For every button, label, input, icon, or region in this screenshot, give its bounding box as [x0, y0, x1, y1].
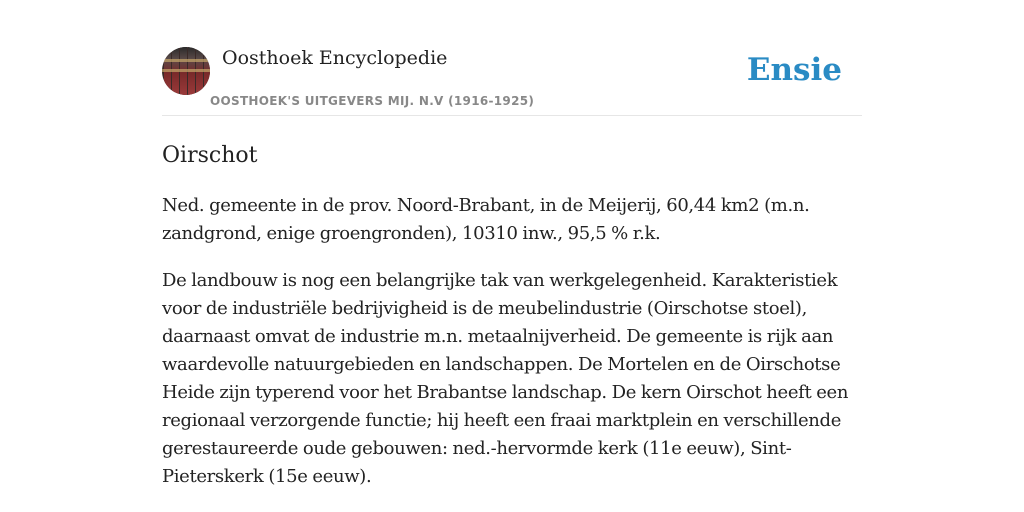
- article-title: Oirschot: [162, 143, 258, 168]
- ensie-logo[interactable]: Ensie: [746, 52, 842, 88]
- publisher-subtitle: OOSTHOEK'S UITGEVERS MIJ. N.V (1916-1925): [210, 94, 535, 108]
- publication-name[interactable]: Oosthoek Encyclopedie: [222, 47, 448, 69]
- article-paragraph-1: Ned. gemeente in de prov. Noord-Brabant, in de Meijerij, 60,44 km2 (m.n. zandgrond, enige groengronden), 10310 inw., 95,5 % r.k.: [162, 195, 810, 244]
- article-card: [162, 46, 862, 491]
- encyclopedia-avatar[interactable]: [162, 47, 210, 95]
- article-paragraph-2: De landbouw is nog een belangrijke tak van werkgelegenheid. Karakteristiek voor de industriële bedrijvigheid is de meubelindustrie (Oirschotse stoel), daarnaast omvat de industrie m.n. metaalnijverheid. De gemeente is rijk aan waardevolle natuurgebieden en landschappen. De Mortelen en de Oirschotse Heide zijn typerend voor het Brabantse landschap. De kern Oirschot heeft een regionaal verzorgende functie; hij heeft een fraai marktplein en verschillende gerestaureerde oude gebouwen: ned.-hervormde kerk (11e eeuw), Sint-Pieterskerk (15e eeuw).: [162, 270, 849, 487]
- source-header: [162, 46, 862, 116]
